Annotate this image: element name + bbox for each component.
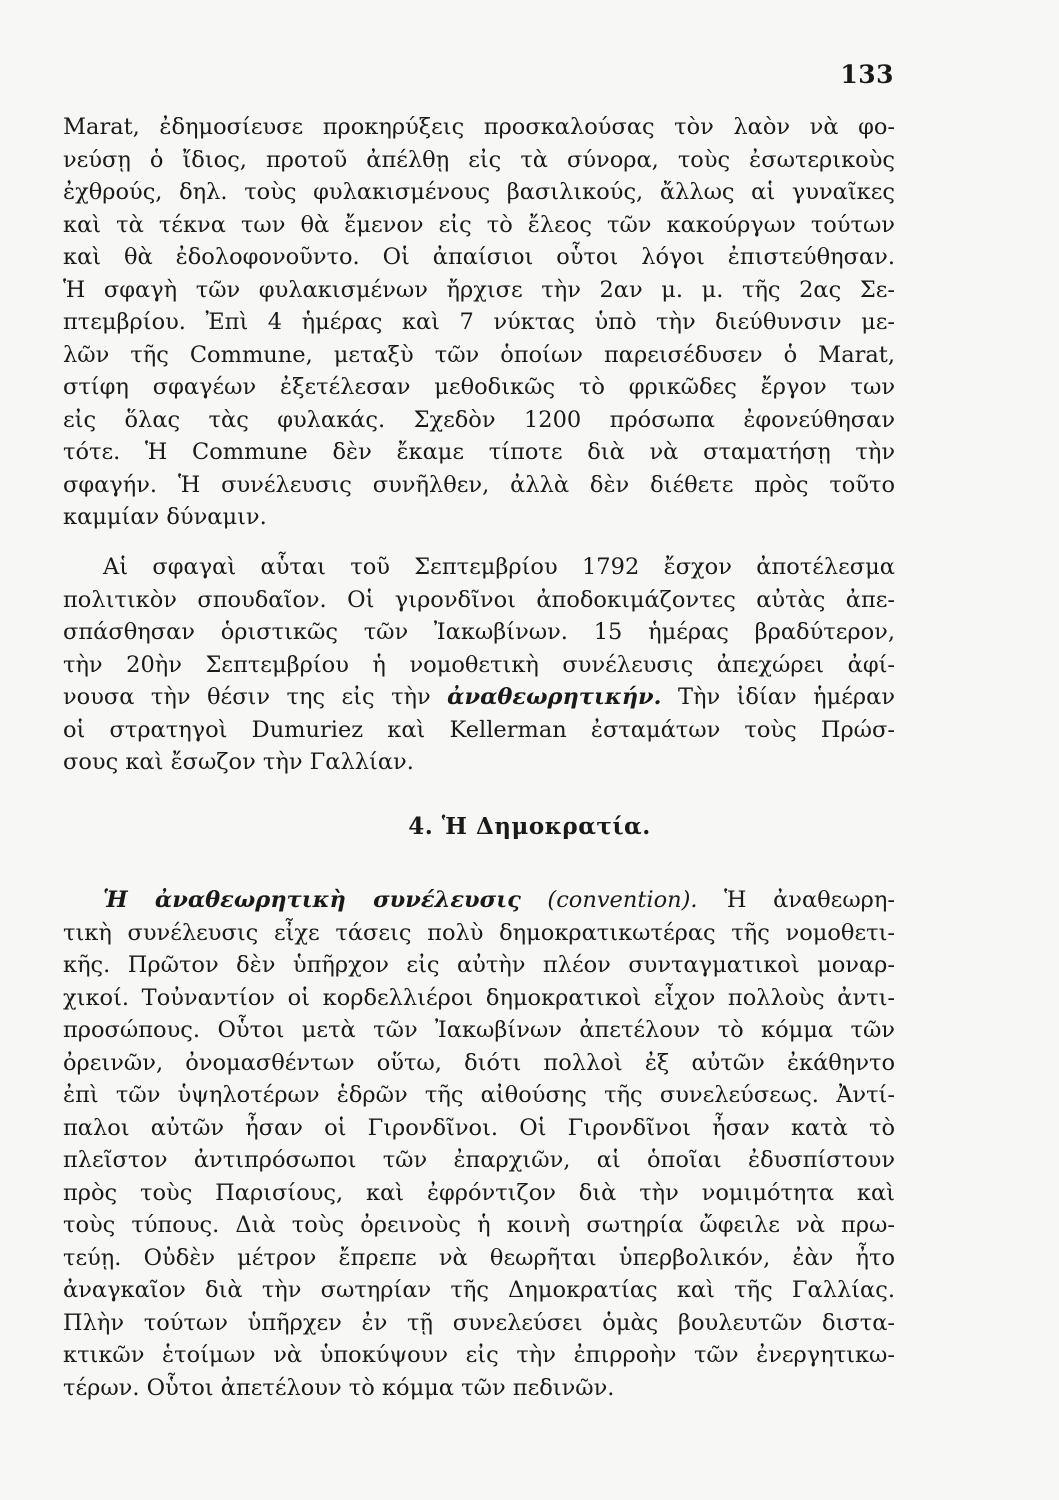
text-line: τικὴ συνέλευσις εἶχε τάσεις πολὺ δημοκρατικωτέρας τῆς νομοθετι- — [63, 919, 895, 946]
text-line: εἰς ὅλας τὰς φυλακάς. Σχεδὸν 1200 πρόσωπα ἐφονεύθησαν — [63, 406, 895, 433]
text-run: Τὴν ἰδίαν ἡμέραν — [661, 684, 896, 710]
page-number: 133 — [840, 60, 894, 89]
text-line: τὴν 20ὴν Σεπτεμβρίου ἡ νομοθετικὴ συνέλευσις ἀπεχώρει ἀφί- — [63, 651, 895, 678]
text-line: παλοι αὐτῶν ἦσαν οἱ Γιρονδῖνοι. Οἱ Γιρονδῖνοι ἦσαν κατὰ τὸ — [63, 1114, 895, 1141]
text-line: σφαγήν. Ἡ συνέλευσις συνῆλθεν, ἀλλὰ δὲν διέθετε πρὸς τοῦτο — [63, 471, 895, 498]
text-line: σους καὶ ἔσωζον τὴν Γαλλίαν. — [63, 749, 414, 775]
text-line: χικοί. Τοὐναντίον οἱ κορδελλιέροι δημοκρατικοὶ εἶχον πολλοὺς ἀντι- — [63, 984, 895, 1011]
text-line: Marat, ἐδημοσίευσε προκηρύξεις προσκαλούσας τὸν λαὸν νὰ φο- — [63, 114, 895, 140]
text-line: λῶν τῆς Commune, μεταξὺ τῶν ὁποίων παρεισέδυσεν ὁ Marat, — [63, 341, 895, 368]
text-line — [63, 681, 895, 714]
paragraph-september-massacres — [63, 111, 895, 534]
text-line: καὶ τὰ τέκνα των θὰ ἔμενον εἰς τὸ ἔλεος τῶν κακούργων τούτων — [63, 211, 895, 238]
text-line: προσώπους. Οὗτοι μετὰ τῶν Ἰακωβίνων ἀπετέλουν τὸ κόμμα τῶν — [63, 1017, 895, 1043]
text-line — [63, 884, 895, 917]
text-run: νουσα τὴν θέσιν της εἰς τὴν — [63, 684, 448, 710]
text-line: οἱ στρατηγοὶ Dumuriez καὶ Kellerman ἐσταμάτων τοὺς Πρώσ- — [63, 716, 895, 743]
text-line: πρὸς τοὺς Παρισίους, καὶ ἐφρόντιζον διὰ τὴν νομιμότητα καὶ — [63, 1179, 895, 1206]
text-line: καμμίαν δύναμιν. — [63, 504, 267, 530]
text-line: στίφη σφαγέων ἐξετέλεσαν μεθοδικῶς τὸ φρικῶδες ἔργον των — [63, 374, 895, 400]
section-heading: 4. Ἡ Δημοκρατία. — [408, 813, 651, 840]
paragraph-consequences — [63, 551, 895, 779]
text-line: κῆς. Πρῶτον δὲν ὑπῆρχον εἰς αὐτὴν πλέον συνταγματικοὶ μοναρ- — [63, 952, 895, 978]
text-line: κτικῶν ἑτοίμων νὰ ὑποκύψουν εἰς τὴν ἐπιρροὴν τῶν ἐνεργητικω- — [63, 1342, 895, 1368]
text-line: πλεῖστον ἀντιπρόσωποι τῶν ἐπαρχιῶν, αἱ ὁποῖαι ἐδυσπίστουν — [63, 1147, 895, 1173]
text-line: τοὺς τύπους. Διὰ τοὺς ὀρεινοὺς ἡ κοινὴ σωτηρία ὤφειλε νὰ πρω- — [63, 1212, 895, 1238]
text-line: τεύῃ. Οὐδὲν μέτρον ἔπρεπε νὰ θεωρῆται ὑπερβολικόν, ἐὰν ἦτο — [63, 1244, 895, 1271]
text-line: Αἱ σφαγαὶ αὗται τοῦ Σεπτεμβρίου 1792 ἔσχον ἀποτέλεσμα — [103, 554, 895, 580]
text-line: ὀρεινῶν, ὀνομασθέντων οὕτω, διότι πολλοὶ ἐξ αὐτῶν ἐκάθηντο — [63, 1049, 895, 1076]
text-run: Ἡ ἀναθεωρη- — [697, 887, 895, 913]
text-line: Ἡ σφαγὴ τῶν φυλακισμένων ἤρχισε τὴν 2αν μ. μ. τῆς 2ας Σε- — [63, 276, 895, 303]
emphasized-term: Ἡ ἀναθεωρητικὴ συνέλευσις — [103, 887, 521, 913]
paragraph-convention — [63, 884, 895, 1404]
text-line: πτεμβρίου. Ἐπὶ 4 ἡμέρας καὶ 7 νύκτας ὑπὸ τὴν διεύθυνσιν με- — [63, 309, 895, 335]
text-line: ἀναγκαῖον διὰ τὴν σωτηρίαν τῆς Δημοκρατίας καὶ τῆς Γαλλίας. — [63, 1277, 895, 1303]
text-line: Πλὴν τούτων ὑπῆρχεν ἐν τῇ συνελεύσει ὁμὰς βουλευτῶν διστα- — [63, 1309, 895, 1336]
text-line: νεύσῃ ὁ ἴδιος, προτοῦ ἀπέλθῃ εἰς τὰ σύνορα, τοὺς ἐσωτερικοὺς — [63, 146, 895, 173]
emphasized-term: ἀναθεωρητικήν. — [447, 684, 662, 710]
text-line: ἐπὶ τῶν ὑψηλοτέρων ἑδρῶν τῆς αἰθούσης τῆς συνελεύσεως. Ἀντί- — [63, 1082, 895, 1108]
text-line: ἐχθρούς, δηλ. τοὺς φυλακισμένους βασιλικούς, ἄλλως αἱ γυναῖκες — [63, 179, 895, 205]
text-line: πολιτικὸν σπουδαῖον. Οἱ γιρονδῖνοι ἀποδοκιμάζοντες αὐτὰς ἀπε- — [63, 586, 895, 613]
text-line: καὶ θὰ ἐδολοφονοῦντο. Οἱ ἀπαίσιοι οὗτοι λόγοι ἐπιστεύθησαν. — [63, 244, 895, 270]
italic-term: (convention). — [520, 887, 698, 913]
text-line: τότε. Ἡ Commune δὲν ἔκαμε τίποτε διὰ νὰ σταματήσῃ τὴν — [63, 439, 895, 465]
text-line: τέρων. Οὗτοι ἀπετέλουν τὸ κόμμα τῶν πεδινῶν. — [63, 1374, 615, 1401]
text-line: σπάσθησαν ὁριστικῶς τῶν Ἰακωβίνων. 15 ἡμέρας βραδύτερον, — [63, 619, 895, 645]
